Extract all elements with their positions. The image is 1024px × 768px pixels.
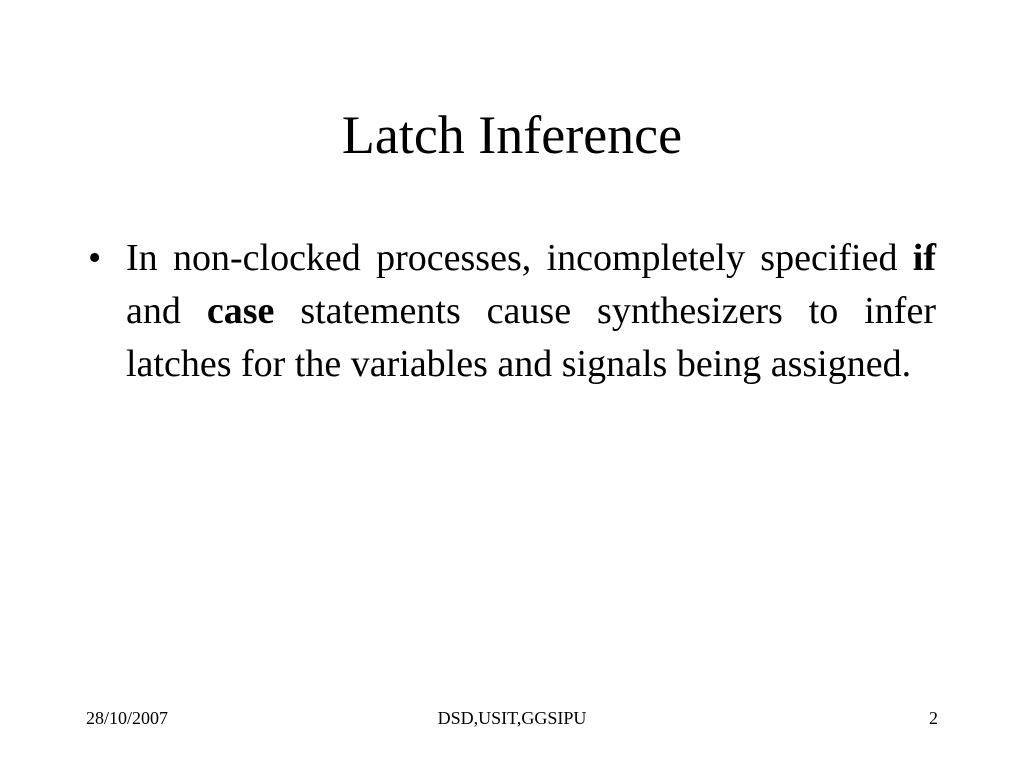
keyword-case: case bbox=[206, 290, 275, 332]
bullet-list bbox=[88, 232, 936, 391]
bullet-marker: • bbox=[88, 237, 102, 279]
footer-date: 28/10/2007 bbox=[86, 708, 169, 728]
keyword-if: if bbox=[912, 237, 936, 279]
bullet-item bbox=[88, 232, 936, 391]
slide-title: Latch Inference bbox=[341, 105, 683, 165]
bullet-text-segment: In non-clocked processes, incompletely specified bbox=[126, 237, 913, 279]
bullet-text-segment: and bbox=[126, 290, 207, 332]
page-number: 2 bbox=[929, 708, 938, 728]
bullet-text-segment: statements cause synthesizers to infer latches for the variables and signals being assigned. bbox=[126, 290, 936, 385]
footer-center-text: DSD,USIT,GGSIPU bbox=[437, 708, 587, 728]
